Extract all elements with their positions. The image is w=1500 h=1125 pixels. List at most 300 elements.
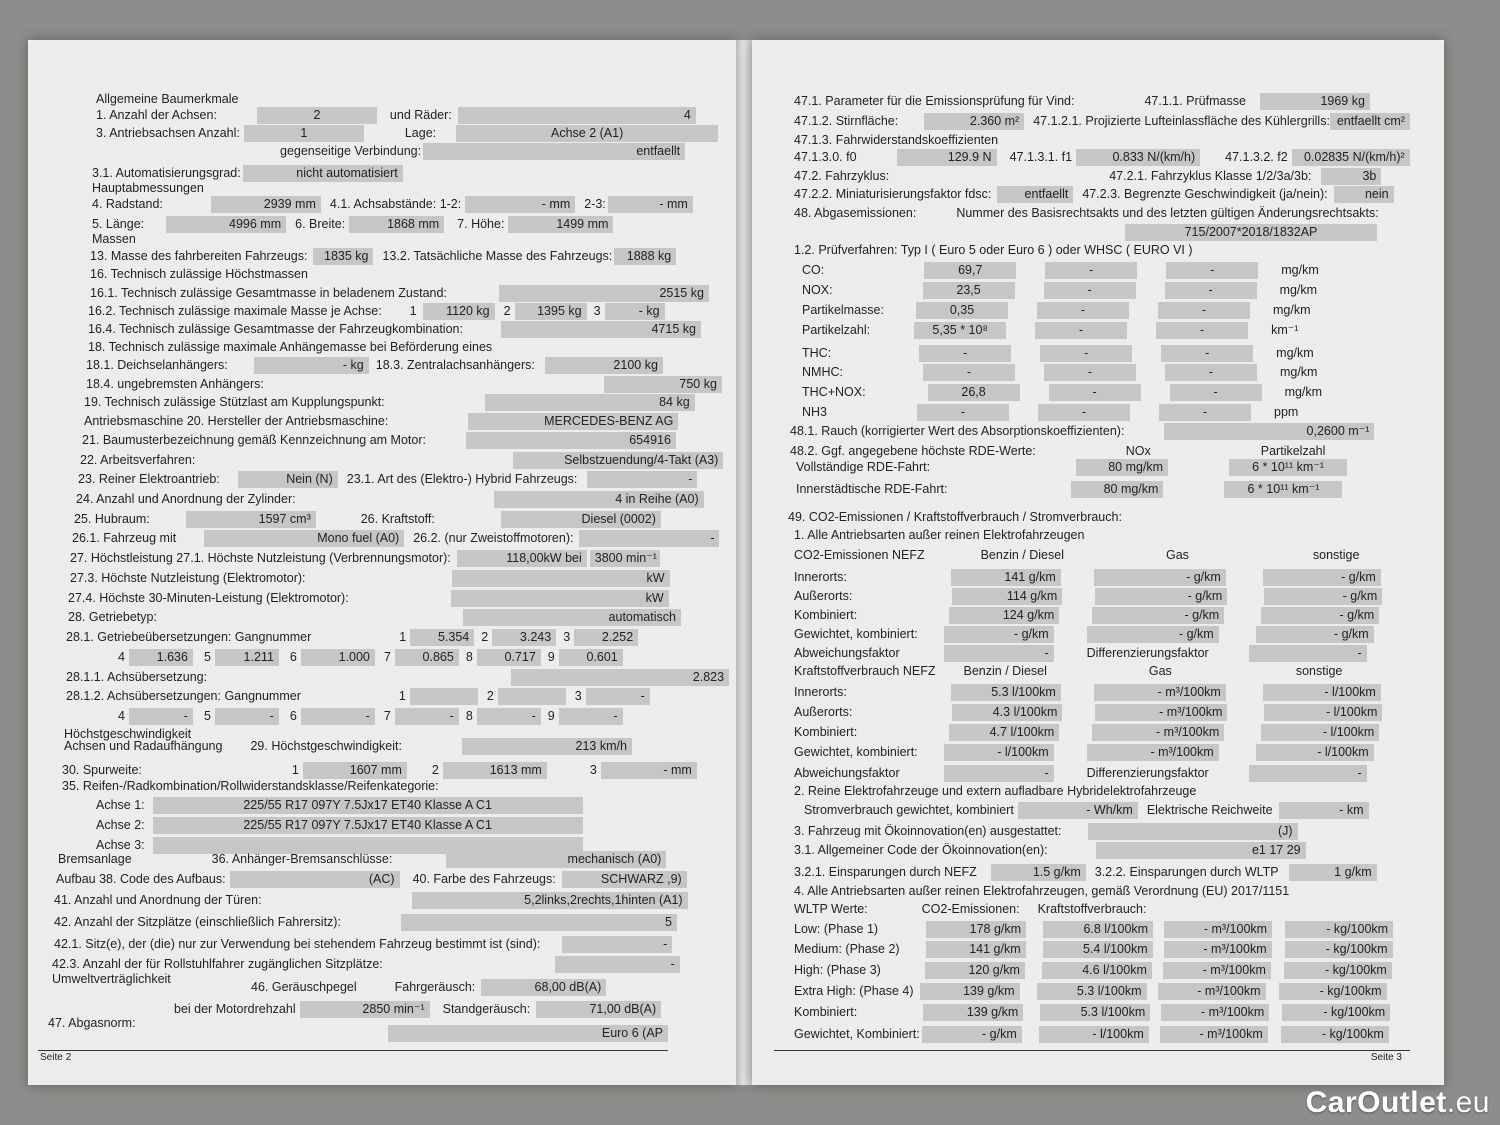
form-row: [788, 1025, 1392, 1043]
form-label: 48.2. Ggf. angegebene höchste RDE-Werte:: [790, 444, 1036, 458]
form-label: Achsen und Radaufhängung: [64, 739, 223, 753]
form-row: [48, 913, 680, 931]
form-label: 47.1.2. Stirnfläche:: [794, 114, 899, 128]
form-value: - m³/100km: [1163, 962, 1271, 979]
form-value: 129.9 N: [897, 149, 997, 166]
form-value: -: [1044, 364, 1136, 381]
form-value: - kg/100km: [1282, 1004, 1390, 1021]
form-row: [82, 320, 704, 338]
form-label: 47.1.2.1. Projizierte Lufteinlassfläche des Kühlergrills:: [1033, 114, 1330, 128]
form-label: 13.2. Tatsächliche Masse des Fahrzeugs:: [382, 249, 613, 263]
form-value: 26,8: [928, 384, 1020, 401]
form-label: 4: [118, 709, 125, 723]
form-label: 26.1. Fahrzeug mit: [72, 531, 177, 545]
form-label: 41. Anzahl und Anordnung der Türen:: [54, 893, 262, 907]
form-row: [78, 393, 698, 411]
form-row: [788, 882, 1289, 900]
form-label: 35. Reifen-/Radkombination/Rollwiderstandsklasse/Reifenkategorie:: [62, 779, 439, 793]
form-label: Benzin / Diesel: [980, 548, 1064, 562]
form-label: 2: [481, 630, 489, 644]
form-label: 1. Alle Antriebsarten außer reinen Elektrofahrzeugen: [794, 528, 1085, 542]
form-label: CO2-Emissionen NEFZ: [794, 548, 925, 562]
form-label: 8: [465, 709, 473, 723]
form-label: 3.2.1. Einsparungen durch NEFZ: [794, 865, 977, 879]
form-label: Low: (Phase 1): [794, 922, 879, 936]
form-label: 16. Technisch zulässige Höchstmassen: [90, 267, 308, 281]
form-row: [788, 662, 1342, 680]
form-value: -: [1159, 404, 1251, 421]
form-row: [788, 822, 1301, 840]
form-value: - g/km: [1264, 588, 1382, 605]
watermark-tld: .eu: [1446, 1086, 1490, 1119]
form-value: -: [919, 345, 1011, 362]
form-row: [788, 606, 1382, 624]
form-label: ppm: [1274, 405, 1299, 419]
form-label: Hauptabmessungen: [92, 181, 204, 195]
form-value: - l/100km: [1256, 744, 1374, 761]
form-value: -: [1170, 384, 1262, 401]
form-label: 21. Baumusterbezeichnung gemäß Kennzeichnung am Motor:: [82, 433, 426, 447]
form-row: [788, 185, 1397, 203]
form-row: [788, 900, 1146, 918]
form-label: Differenzierungsfaktor: [1086, 766, 1209, 780]
form-value: Achse 2 (A1): [456, 125, 718, 142]
form-label: Gas: [1148, 664, 1172, 678]
form-label: Antriebsmaschine 20. Hersteller der Antriebsmaschine:: [84, 414, 389, 428]
form-label: 48.1. Rauch (korrigierter Wert des Absorptionskoeffizienten):: [790, 424, 1125, 438]
form-label: 30. Spurweite:: [62, 763, 142, 777]
form-row: [56, 777, 439, 795]
form-value: -: [917, 404, 1009, 421]
form-label: THC:: [802, 346, 832, 360]
form-row: [82, 338, 492, 356]
form-value: -: [1045, 262, 1137, 279]
form-row: [90, 816, 586, 834]
form-value: -: [559, 708, 623, 725]
form-label: WLTP Werte:: [794, 902, 868, 916]
form-label: 3: [589, 763, 597, 777]
form-row: [796, 363, 1317, 381]
form-row: [112, 707, 626, 725]
form-value: 750 kg: [604, 376, 722, 393]
form-value: 654916: [466, 432, 676, 449]
form-value: 6 * 10¹¹ km⁻¹: [1224, 481, 1342, 498]
form-value: [410, 688, 478, 705]
form-label: Allgemeine Baumerkmale: [96, 92, 239, 106]
footer-rule: [774, 1050, 1410, 1051]
form-value: 2850 min⁻¹: [300, 1001, 430, 1018]
form-label: 1: [291, 763, 299, 777]
form-row: [788, 743, 1377, 761]
form-label: Kombiniert:: [794, 608, 858, 622]
form-value: 141 g/km: [926, 941, 1026, 958]
form-label: 40. Farbe des Fahrzeugs:: [412, 872, 556, 886]
form-label: mg/km: [1281, 263, 1319, 277]
form-value: 84 kg: [485, 394, 695, 411]
form-value: -: [587, 471, 697, 488]
form-label: 42.3. Anzahl der für Rollstuhlfahrer zugänglichen Sitzplätze:: [52, 957, 383, 971]
form-value: 5,2links,2rechts,1hinten (A1): [412, 892, 688, 909]
form-row: [788, 625, 1377, 643]
form-value: -: [562, 936, 672, 953]
form-label: 36. Anhänger-Bremsanschlüsse:: [211, 852, 393, 866]
form-label: 3.1. Automatisierungsgrad:: [92, 166, 241, 180]
form-value: -: [1249, 765, 1367, 782]
form-value: SCHWARZ ,9): [562, 871, 687, 888]
form-label: 48. Abgasemissionen:: [794, 206, 917, 220]
form-label: 27. Höchstleistung 27.1. Höchste Nutzleistung (Verbrennungsmotor):: [70, 551, 451, 565]
form-row: [1122, 223, 1380, 241]
form-value: 1 g/km: [1289, 864, 1377, 881]
form-value: -: [1249, 645, 1367, 662]
form-row: [86, 230, 136, 248]
form-value: -: [923, 364, 1015, 381]
form-value: 5: [401, 914, 677, 931]
form-label: Kombiniert:: [794, 725, 858, 739]
form-value: - kg: [254, 357, 369, 374]
form-value: 118,00kW bei: [457, 550, 587, 567]
form-row: [82, 302, 668, 320]
form-value: 2939 mm: [211, 196, 321, 213]
form-label: mg/km: [1279, 365, 1318, 379]
form-label: 18.1. Deichselanhängers:: [86, 358, 228, 372]
form-label: 47.1.1. Prüfmasse: [1144, 94, 1246, 108]
form-value: 0.865: [395, 649, 459, 666]
form-value: 1835 kg: [313, 248, 373, 265]
form-value: - mm: [608, 196, 693, 213]
form-value: Diesel (0002): [501, 511, 661, 528]
form-row: [72, 470, 700, 488]
form-label: 4. Alle Antriebsarten außer reinen Elektrofahrzeugen, gemäß Verordnung (EU) 2017/1151: [794, 884, 1290, 898]
form-value: (AC): [230, 871, 400, 888]
form-label: 2: [431, 763, 439, 777]
form-label: 47.1.3.0. f0: [794, 150, 857, 164]
form-label: 47. Abgasnorm:: [48, 1016, 136, 1030]
form-label: 49. CO2-Emissionen / Kraftstoffverbrauch / Stromverbrauch:: [788, 510, 1122, 524]
form-row: [76, 431, 679, 449]
form-value: -: [1038, 404, 1130, 421]
form-label: 28.1.2. Achsübersetzungen: Gangnummer: [66, 689, 301, 703]
form-label: 3.2.2. Einsparungen durch WLTP: [1094, 865, 1279, 879]
form-value: 124 g/km: [949, 607, 1059, 624]
form-row: [74, 451, 726, 469]
form-row: [788, 148, 1413, 166]
form-value: -: [1037, 302, 1129, 319]
form-label: 6. Breite:: [295, 217, 346, 231]
form-row: [388, 1024, 671, 1042]
form-label: Bremsanlage: [58, 852, 132, 866]
form-value: 1.000: [301, 649, 375, 666]
form-value: 71,00 dB(A): [536, 1001, 661, 1018]
form-value: 23,5: [923, 282, 1015, 299]
form-value: 0.601: [559, 649, 623, 666]
form-row: [48, 935, 675, 953]
form-value: - kg/100km: [1285, 941, 1393, 958]
form-value: - l/100km: [1261, 724, 1379, 741]
form-label: 18.3. Zentralachsanhängers:: [375, 358, 535, 372]
form-value: mechanisch (A0): [446, 851, 666, 868]
form-row: [788, 204, 1379, 222]
form-label: 5. Länge:: [92, 217, 145, 231]
form-label: Nummer des Basisrechtsakts und des letzten gültigen Änderungsrechtsakts:: [956, 206, 1379, 220]
form-label: 26. Kraftstoff:: [360, 512, 435, 526]
form-label: sonstige: [1312, 548, 1360, 562]
form-label: Massen: [92, 232, 136, 246]
form-value: -: [215, 708, 279, 725]
form-value: 1597 cm³: [186, 511, 316, 528]
form-label: 24. Anzahl und Anordnung der Zylinder:: [76, 492, 296, 506]
form-value: 1868 mm: [349, 216, 444, 233]
form-label: Höchstgeschwindigkeit: [64, 727, 192, 741]
form-value: - mm: [601, 762, 697, 779]
form-row: [788, 841, 1309, 859]
form-value: - kg/100km: [1281, 1026, 1389, 1043]
form-label: Kraftstoffverbrauch NEFZ: [794, 664, 936, 678]
form-label: 47.2. Fahrzyklus:: [794, 169, 890, 183]
form-row: [788, 764, 1370, 782]
form-value: kW: [452, 570, 670, 587]
form-value: 2.823: [511, 669, 729, 686]
form-label: THC+NOX:: [802, 385, 866, 399]
form-value: e1 17 29: [1096, 842, 1306, 859]
form-row: [788, 131, 998, 149]
form-label: 3: [574, 689, 582, 703]
form-label: 29. Höchstgeschwindigkeit:: [250, 739, 402, 753]
form-value: Selbstzuendung/4-Takt (A3): [513, 452, 723, 469]
form-label: 9: [547, 650, 555, 664]
form-label: 22. Arbeitsverfahren:: [80, 453, 196, 467]
form-label: 47.2.1. Fahrzyklus Klasse 1/2/3a/3b:: [1109, 169, 1312, 183]
form-value: - g/km: [1261, 607, 1379, 624]
form-label: 5: [203, 650, 211, 664]
form-value: 80 mg/km: [1076, 459, 1168, 476]
form-label: Kombiniert:: [794, 1005, 858, 1019]
form-label: Gewichtet, kombiniert:: [794, 627, 918, 641]
form-label: 2-3:: [584, 197, 606, 211]
form-value: 5.3 l/100km: [1040, 1004, 1150, 1021]
form-value: -: [1158, 302, 1250, 319]
form-label: 23. Reiner Elektroantrieb:: [78, 472, 220, 486]
form-value: 1.5 g/km: [991, 864, 1086, 881]
form-value: - m³/100km: [1164, 921, 1272, 938]
form-row: [80, 356, 666, 374]
form-value: -: [1165, 364, 1257, 381]
form-label: Partikelmasse:: [802, 303, 884, 317]
form-row: [60, 628, 641, 646]
form-value: 4996 mm: [166, 216, 286, 233]
form-value: 225/55 R17 097Y 7.5Jx17 ET40 Klasse A C1: [153, 797, 583, 814]
form-value: 141 g/km: [951, 569, 1061, 586]
form-row: [90, 124, 721, 142]
book-spine: [736, 40, 752, 1085]
form-label: NOx: [1125, 444, 1151, 458]
form-value: 1.636: [129, 649, 193, 666]
form-row: [78, 412, 681, 430]
form-value: - kg/100km: [1285, 921, 1393, 938]
form-label: Außerorts:: [794, 589, 853, 603]
form-label: 3.1. Allgemeiner Code der Ökoinnovation(en):: [794, 843, 1048, 857]
form-value: 213 km/h: [462, 738, 632, 755]
form-value: 120 g/km: [925, 962, 1025, 979]
form-value: - l/100km: [1263, 684, 1381, 701]
form-row: [86, 195, 696, 213]
form-label: Benzin / Diesel: [963, 664, 1047, 678]
form-row: [796, 281, 1317, 299]
form-label: Gewichtet, Kombiniert:: [794, 1027, 920, 1041]
form-label: 28.1.1. Achsübersetzung:: [66, 670, 208, 684]
form-row: [52, 850, 669, 868]
form-label: 2: [503, 304, 511, 318]
form-label: Differenzierungsfaktor: [1086, 646, 1209, 660]
form-label: 47.1.3.1. f1: [1009, 150, 1073, 164]
form-label: 23.1. Art des (Elektro-) Hybrid Fahrzeugs:: [346, 472, 578, 486]
form-value: 4.6 l/100km: [1042, 962, 1152, 979]
form-label: 1. Anzahl der Achsen:: [96, 108, 217, 122]
form-label: 16.4. Technisch zulässige Gesamtmasse der Fahrzeugkombination:: [88, 322, 463, 336]
form-label: 42.1. Sitz(e), der (die) nur zur Verwendung bei stehendem Fahrzeug bestimmt ist (sind):: [54, 937, 541, 951]
form-value: 3800 min⁻¹: [590, 550, 660, 567]
form-row: [788, 723, 1382, 741]
form-row: [788, 683, 1384, 701]
left-page-seite-2: [28, 40, 736, 1085]
form-label: 47.1.3. Fahrwiderstandskoeffizienten: [794, 133, 999, 147]
form-label: und Räder:: [389, 108, 452, 122]
form-value: nein: [1334, 186, 1394, 203]
form-row: [788, 167, 1384, 185]
form-value: 114 g/km: [952, 588, 1062, 605]
form-label: 1: [399, 630, 407, 644]
form-value: 0.02835 N/(km/h)²: [1292, 149, 1410, 166]
form-row: [788, 863, 1380, 881]
form-value: entfaellt cm²: [1330, 113, 1410, 130]
form-label: gegenseitige Verbindung:: [280, 144, 422, 158]
form-value: - kg: [605, 303, 665, 320]
form-value: Euro 6 (AP: [388, 1025, 668, 1042]
form-value: 2100 kg: [545, 357, 663, 374]
form-value: 6.8 l/100km: [1043, 921, 1153, 938]
form-value: Nein (N): [238, 471, 338, 488]
form-value: 178 g/km: [926, 921, 1026, 938]
form-row: [60, 687, 653, 705]
form-label: Abweichungsfaktor: [794, 646, 900, 660]
form-value: 4715 kg: [501, 321, 701, 338]
form-value: - g/km: [1263, 569, 1381, 586]
form-row: [84, 284, 712, 302]
form-label: mg/km: [1272, 303, 1311, 317]
form-row: [80, 375, 725, 393]
form-label: Medium: (Phase 2): [794, 942, 900, 956]
form-value: -: [129, 708, 193, 725]
form-label: 9: [547, 709, 555, 723]
form-value: 5.3 l/100km: [1037, 983, 1147, 1000]
form-label: 5: [203, 709, 211, 723]
form-row: [788, 982, 1390, 1000]
form-value: 1.211: [215, 649, 279, 666]
form-row: [788, 703, 1385, 721]
form-value: 5.4 l/100km: [1043, 941, 1153, 958]
form-label: Achse 1:: [96, 798, 145, 812]
form-label: 3. Fahrzeug mit Ökoinnovation(en) ausgestattet:: [794, 824, 1062, 838]
form-value: - g/km: [1087, 626, 1219, 643]
form-value: 0.717: [477, 649, 541, 666]
form-label: NMHC:: [802, 365, 843, 379]
form-label: Lage:: [404, 126, 437, 140]
form-value: 1120 kg: [423, 303, 495, 320]
form-label: CO:: [802, 263, 825, 277]
form-value: 0,2600 m⁻¹: [1164, 423, 1374, 440]
form-row: [788, 526, 1084, 544]
form-label: 27.4. Höchste 30-Minuten-Leistung (Elektromotor):: [68, 591, 349, 605]
form-label: Vollständige RDE-Fahrt:: [796, 460, 931, 474]
form-value: 2515 kg: [499, 285, 709, 302]
watermark-brand: CarOutlet: [1305, 1086, 1447, 1119]
form-value: - kg/100km: [1279, 983, 1387, 1000]
form-value: 715/2007*2018/1832AP: [1125, 224, 1377, 241]
form-label: 7: [383, 650, 391, 664]
form-label: sonstige: [1295, 664, 1343, 678]
form-value: 5.354: [410, 629, 474, 646]
form-value: 2.252: [574, 629, 638, 646]
form-label: 4: [118, 650, 125, 664]
form-label: Stromverbrauch gewichtet, kombiniert: [804, 803, 1014, 817]
form-row: [112, 648, 626, 666]
form-label: 4.1. Achsabstände: 1-2:: [329, 197, 462, 211]
form-value: - m³/100km: [1161, 1004, 1269, 1021]
form-value: -: [579, 530, 719, 547]
form-value: - g/km: [1256, 626, 1374, 643]
form-label: NOX:: [802, 283, 833, 297]
form-row: [788, 568, 1384, 586]
form-value: - l/100km: [1039, 1026, 1149, 1043]
form-label: 28.1. Getriebeübersetzungen: Gangnummer: [66, 630, 312, 644]
form-label: Achse 3:: [96, 838, 145, 852]
form-label: 16.2. Technisch zulässige maximale Masse je Achse:: [88, 304, 382, 318]
form-value: Mono fuel (A0): [204, 530, 404, 547]
form-row: [66, 529, 722, 547]
form-row: [46, 978, 609, 996]
form-label: Abweichungsfaktor: [794, 766, 900, 780]
form-row: [796, 301, 1310, 319]
form-value: - m³/100km: [1160, 1026, 1268, 1043]
form-row: [64, 549, 663, 567]
form-value: 4.7 l/100km: [949, 724, 1059, 741]
form-row: [798, 801, 1372, 819]
form-value: - Wh/km: [1018, 802, 1138, 819]
form-value: - l/100km: [944, 744, 1054, 761]
form-row: [62, 589, 672, 607]
form-value: - m³/100km: [1092, 724, 1224, 741]
form-value: 1613 mm: [443, 762, 547, 779]
form-value: 139 g/km: [923, 1004, 1023, 1021]
form-label: Extra High: (Phase 4): [794, 984, 914, 998]
form-label: 6: [289, 650, 297, 664]
form-value: (J): [1088, 823, 1298, 840]
form-row: [796, 403, 1298, 421]
form-row: [84, 265, 308, 283]
form-value: 1395 kg: [515, 303, 587, 320]
form-value: 4.3 l/100km: [952, 704, 1062, 721]
form-value: 6 * 10¹¹ km⁻¹: [1229, 459, 1347, 476]
form-value: 1888 kg: [614, 248, 676, 265]
form-value: nicht automatisiert: [243, 165, 403, 182]
form-row: [90, 796, 586, 814]
form-row: [62, 608, 684, 626]
form-value: 68,00 dB(A): [481, 979, 606, 996]
form-value: -: [944, 765, 1054, 782]
form-value: 3b: [1321, 168, 1381, 185]
form-value: - mm: [465, 196, 575, 213]
form-label: 25. Hubraum:: [74, 512, 150, 526]
